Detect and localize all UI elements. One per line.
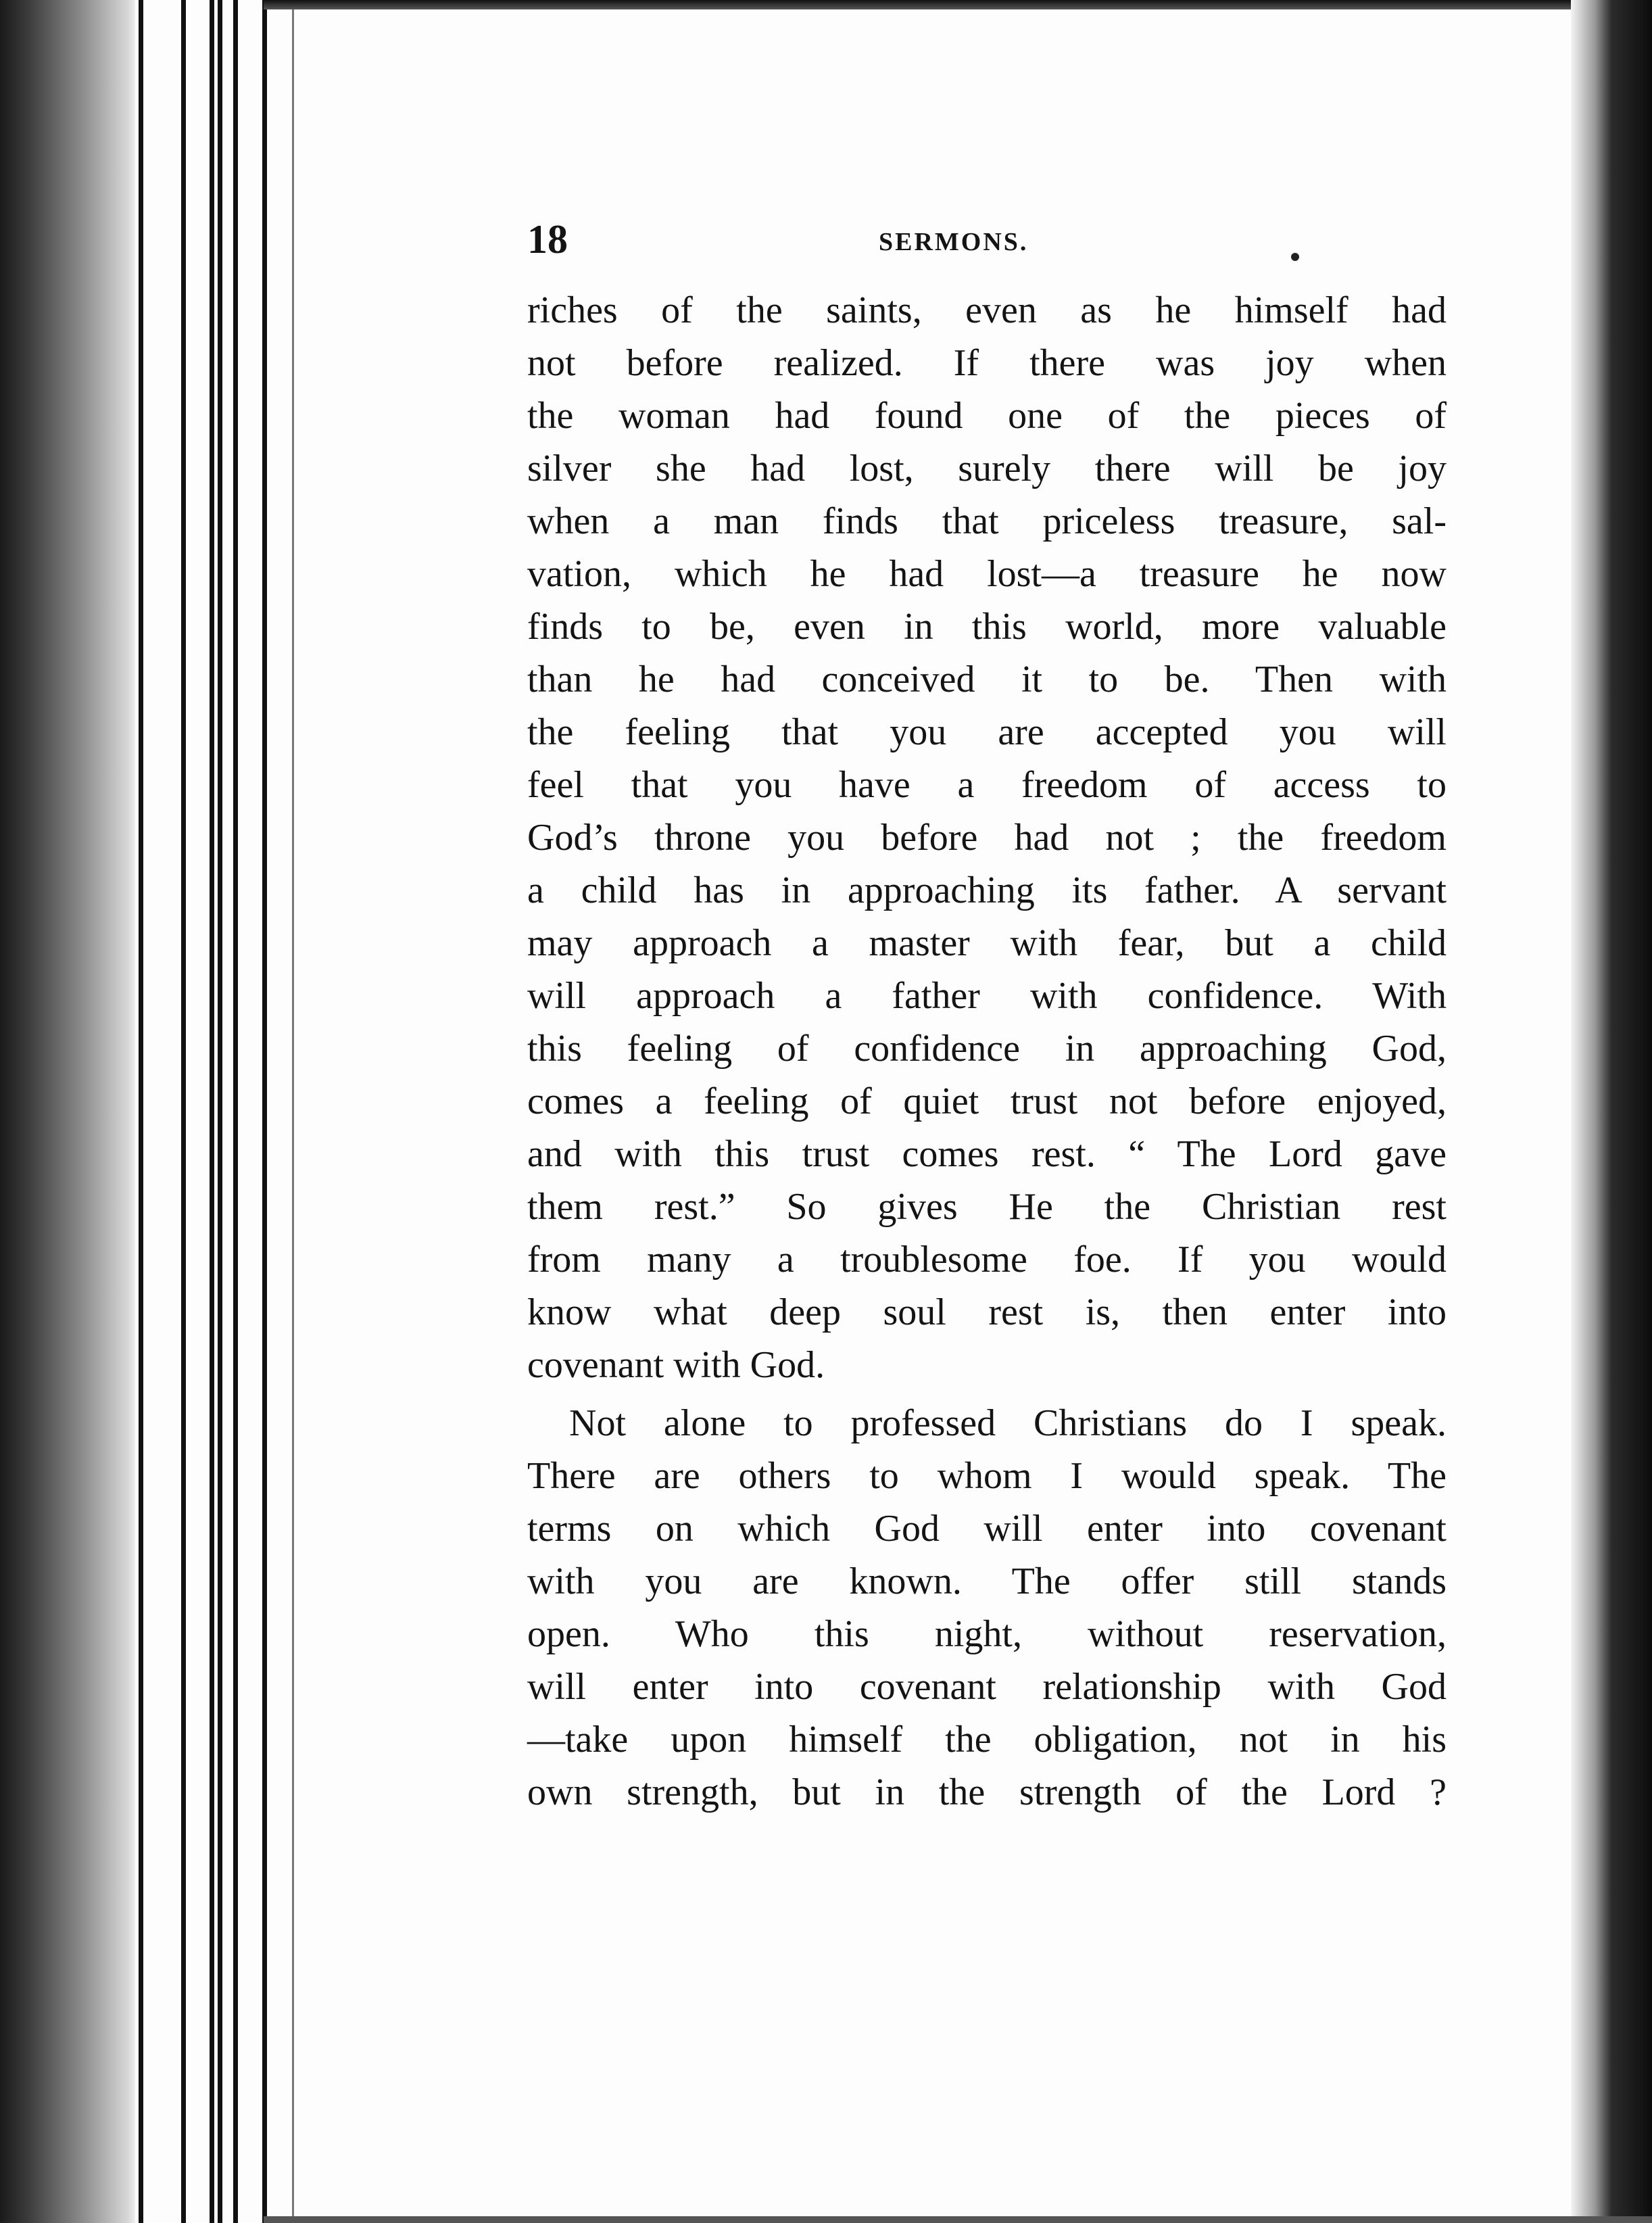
page-edge-line	[292, 0, 294, 2223]
text-line: vation, which he had lost—a treasure he now	[527, 553, 1447, 595]
ink-dot	[1291, 253, 1299, 261]
text-line: the feeling that you are accepted you will	[527, 711, 1447, 753]
book-page	[527, 216, 1447, 1819]
text-line: with you are known. The offer still stands	[527, 1560, 1447, 1602]
text-line: and with this trust comes rest. “ The Lord gave	[527, 1133, 1447, 1175]
page-edge-line	[139, 0, 143, 2223]
text-line: There are others to whom I would speak. The	[527, 1455, 1447, 1497]
binding-edge	[0, 0, 135, 2223]
text-line: Not alone to professed Christians do I speak.	[569, 1402, 1447, 1444]
text-line: terms on which God will enter into covenant	[527, 1508, 1447, 1550]
text-line: when a man finds that priceless treasure, sal-	[527, 500, 1447, 542]
text-line: will approach a father with confidence. With	[527, 975, 1447, 1017]
paragraph	[527, 1397, 1447, 1819]
text-line: finds to be, even in this world, more valuable	[527, 606, 1447, 648]
text-line: silver she had lost, surely there will be joy	[527, 448, 1447, 489]
text-line: than he had conceived it to be. Then with	[527, 659, 1447, 700]
text-line: know what deep soul rest is, then enter into	[527, 1291, 1447, 1333]
text-line: —take upon himself the obligation, not in his	[527, 1719, 1447, 1761]
text-line: may approach a master with fear, but a child	[527, 922, 1447, 964]
page-number: 18	[527, 217, 568, 262]
paragraph	[527, 284, 1447, 1391]
page-edge-line	[181, 0, 186, 2223]
right-edge	[1571, 0, 1652, 2223]
text-line: the woman had found one of the pieces of	[527, 395, 1447, 437]
text-line: them rest.” So gives He the Christian rest	[527, 1186, 1447, 1228]
running-title: SERMONS.	[879, 228, 1029, 256]
text-line: this feeling of confidence in approaching God,	[527, 1028, 1447, 1070]
page-edge-line	[218, 0, 222, 2223]
text-line: riches of the saints, even as he himself had	[527, 289, 1447, 331]
bottom-border	[264, 2216, 1652, 2223]
page-edge-line	[210, 0, 214, 2223]
running-head	[527, 216, 1447, 284]
text-line: will enter into covenant relationship with God	[527, 1666, 1447, 1708]
page-edge-line	[262, 0, 267, 2223]
text-line: comes a feeling of quiet trust not before enjoyed,	[527, 1080, 1447, 1122]
body-text	[527, 284, 1447, 1819]
text-line: covenant with God.	[527, 1344, 825, 1386]
page-edge-line	[233, 0, 238, 2223]
text-line: not before realized. If there was joy when	[527, 342, 1447, 384]
top-border	[264, 0, 1652, 9]
text-line: own strength, but in the strength of the Lord ?	[527, 1771, 1447, 1813]
text-line: God’s throne you before had not ; the freedom	[527, 817, 1447, 859]
text-line: open. Who this night, without reservation,	[527, 1613, 1447, 1655]
text-line: a child has in approaching its father. A servant	[527, 869, 1447, 911]
text-line: feel that you have a freedom of access to	[527, 764, 1447, 806]
text-line: from many a troublesome foe. If you would	[527, 1239, 1447, 1281]
